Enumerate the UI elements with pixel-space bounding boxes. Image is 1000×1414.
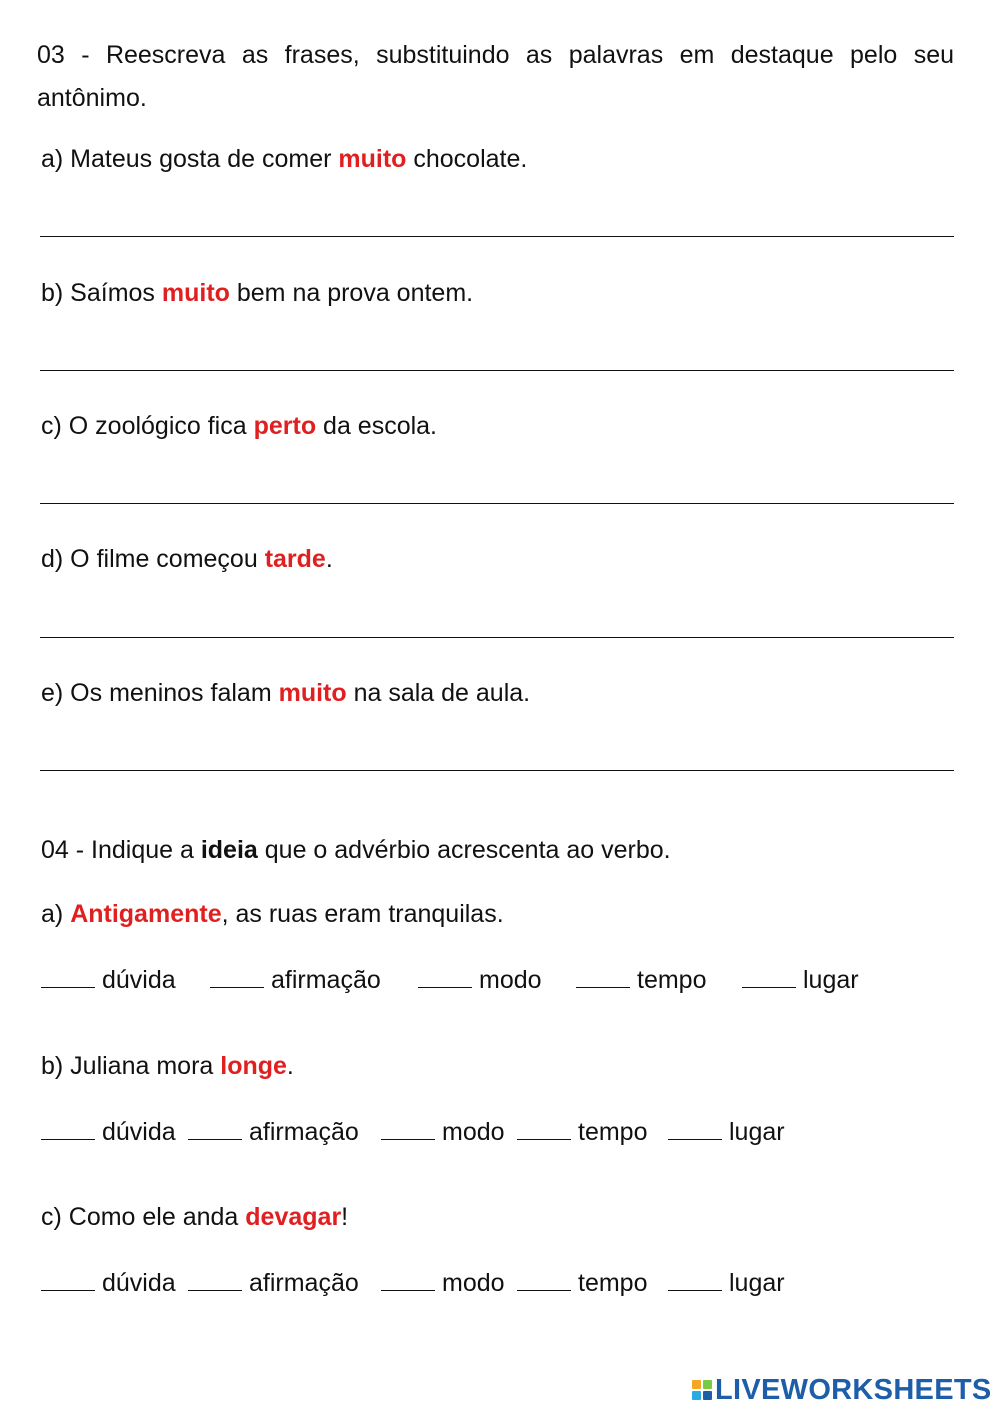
q3-item-b-text-end: bem na prova ontem. bbox=[229, 279, 474, 307]
q4-option-blank[interactable] bbox=[668, 1119, 722, 1140]
liveworksheets-logo-text: LIVEWORKSHEETS bbox=[715, 1373, 992, 1406]
q4-option-blank[interactable] bbox=[517, 1119, 571, 1140]
q4-title bbox=[41, 836, 671, 865]
q3-item-d-highlight: tarde bbox=[264, 545, 326, 573]
q4-option-a-modo[interactable] bbox=[418, 966, 542, 995]
q4-option-blank[interactable] bbox=[668, 1270, 722, 1291]
q4-option-label: dúvida bbox=[102, 1269, 176, 1297]
q4-option-blank[interactable] bbox=[576, 967, 630, 988]
q3-item-e-highlight: muito bbox=[278, 679, 347, 707]
q4-option-label: afirmação bbox=[249, 1269, 359, 1297]
q4-option-blank[interactable] bbox=[381, 1270, 435, 1291]
q4-option-blank[interactable] bbox=[418, 967, 472, 988]
q3-title: 03 - Reescreva as frases, substituindo as palavras em destaque pelo seu antônimo. bbox=[37, 41, 954, 112]
q3-item-a-highlight: muito bbox=[338, 145, 407, 173]
q4-option-blank[interactable] bbox=[210, 967, 264, 988]
q4-option-blank[interactable] bbox=[188, 1119, 242, 1140]
q4-item-c-highlight: devagar bbox=[245, 1203, 342, 1231]
q3-item-c-text-end: da escola. bbox=[316, 412, 438, 440]
q4-option-b-afirmacao[interactable] bbox=[188, 1118, 359, 1147]
q3-item-b-highlight: muito bbox=[161, 279, 230, 307]
q3-answer-line-a[interactable] bbox=[40, 236, 954, 237]
q4-option-label: lugar bbox=[729, 1269, 785, 1297]
q3-item-c-text: c) O zoológico fica bbox=[41, 412, 254, 440]
q4-option-c-duvida[interactable] bbox=[41, 1269, 176, 1298]
q3-item-e-text: e) Os meninos falam bbox=[41, 679, 279, 707]
q4-item-b bbox=[41, 1052, 294, 1081]
q4-option-label: modo bbox=[442, 1118, 505, 1146]
q4-option-label: lugar bbox=[729, 1118, 785, 1146]
q4-option-blank[interactable] bbox=[41, 1119, 95, 1140]
q4-item-b-highlight: longe bbox=[220, 1052, 287, 1080]
q3-answer-line-b[interactable] bbox=[40, 370, 954, 371]
logo-square-l bbox=[692, 1380, 701, 1389]
q4-option-c-lugar[interactable] bbox=[668, 1269, 785, 1298]
q4-option-b-modo[interactable] bbox=[381, 1118, 505, 1147]
q4-option-b-duvida[interactable] bbox=[41, 1118, 176, 1147]
q3-item-c bbox=[41, 412, 437, 441]
q4-title-bold: ideia bbox=[200, 836, 258, 864]
q3-item-d-text: d) O filme começou bbox=[41, 545, 265, 573]
q3-item-b bbox=[41, 279, 473, 308]
q4-option-blank[interactable] bbox=[41, 967, 95, 988]
logo-square-i bbox=[703, 1380, 712, 1389]
q3-item-b-text: b) Saímos bbox=[41, 279, 162, 307]
q3-item-c-highlight: perto bbox=[253, 412, 317, 440]
q4-item-a-text: a) bbox=[41, 900, 71, 928]
q4-item-a-text-end: , as ruas eram tranquilas. bbox=[221, 900, 504, 928]
q4-option-blank[interactable] bbox=[41, 1270, 95, 1291]
liveworksheets-logo-icon bbox=[692, 1380, 712, 1400]
q4-option-c-modo[interactable] bbox=[381, 1269, 505, 1298]
q4-option-label: afirmação bbox=[271, 966, 381, 994]
q4-item-c-text-end: ! bbox=[341, 1203, 349, 1231]
q4-option-label: tempo bbox=[578, 1118, 648, 1146]
q3-answer-line-c[interactable] bbox=[40, 503, 954, 504]
q4-option-c-afirmacao[interactable] bbox=[188, 1269, 359, 1298]
q4-item-a-highlight: Antigamente bbox=[70, 900, 222, 928]
liveworksheets-logo[interactable] bbox=[692, 1374, 992, 1406]
q4-option-a-lugar[interactable] bbox=[742, 966, 859, 995]
q4-option-blank[interactable] bbox=[742, 967, 796, 988]
logo-square-v bbox=[692, 1391, 701, 1400]
q4-option-a-duvida[interactable] bbox=[41, 966, 176, 995]
q4-title-text: 04 - Indique a bbox=[41, 836, 201, 864]
q4-option-blank[interactable] bbox=[188, 1270, 242, 1291]
q4-option-blank[interactable] bbox=[517, 1270, 571, 1291]
q3-item-e-text-end: na sala de aula. bbox=[346, 679, 531, 707]
q4-option-a-afirmacao[interactable] bbox=[210, 966, 381, 995]
q3-item-a bbox=[41, 145, 527, 174]
q4-option-c-tempo[interactable] bbox=[517, 1269, 647, 1298]
q3-answer-line-d[interactable] bbox=[40, 637, 954, 638]
q4-option-blank[interactable] bbox=[381, 1119, 435, 1140]
q4-option-b-tempo[interactable] bbox=[517, 1118, 647, 1147]
q4-item-c bbox=[41, 1203, 348, 1232]
logo-square-e bbox=[703, 1391, 712, 1400]
q3-item-d bbox=[41, 545, 333, 574]
q3-item-a-text-end: chocolate. bbox=[406, 145, 528, 173]
q3-item-e bbox=[41, 679, 530, 708]
q4-item-a bbox=[41, 900, 504, 929]
q4-item-b-text-end: . bbox=[286, 1052, 294, 1080]
q4-option-label: afirmação bbox=[249, 1118, 359, 1146]
q3-item-a-text: a) Mateus gosta de comer bbox=[41, 145, 339, 173]
q4-option-label: dúvida bbox=[102, 966, 176, 994]
q4-option-label: tempo bbox=[637, 966, 707, 994]
q4-option-label: modo bbox=[479, 966, 542, 994]
q4-option-a-tempo[interactable] bbox=[576, 966, 706, 995]
q4-item-c-text: c) Como ele anda bbox=[41, 1203, 246, 1231]
q3-answer-line-e[interactable] bbox=[40, 770, 954, 771]
q4-option-b-lugar[interactable] bbox=[668, 1118, 785, 1147]
q4-item-b-text: b) Juliana mora bbox=[41, 1052, 221, 1080]
q4-option-label: tempo bbox=[578, 1269, 648, 1297]
q4-title-text-end: que o advérbio acrescenta ao verbo. bbox=[257, 836, 671, 864]
q3-item-d-text-end: . bbox=[325, 545, 333, 573]
q4-option-label: dúvida bbox=[102, 1118, 176, 1146]
q4-option-label: modo bbox=[442, 1269, 505, 1297]
q4-option-label: lugar bbox=[803, 966, 859, 994]
